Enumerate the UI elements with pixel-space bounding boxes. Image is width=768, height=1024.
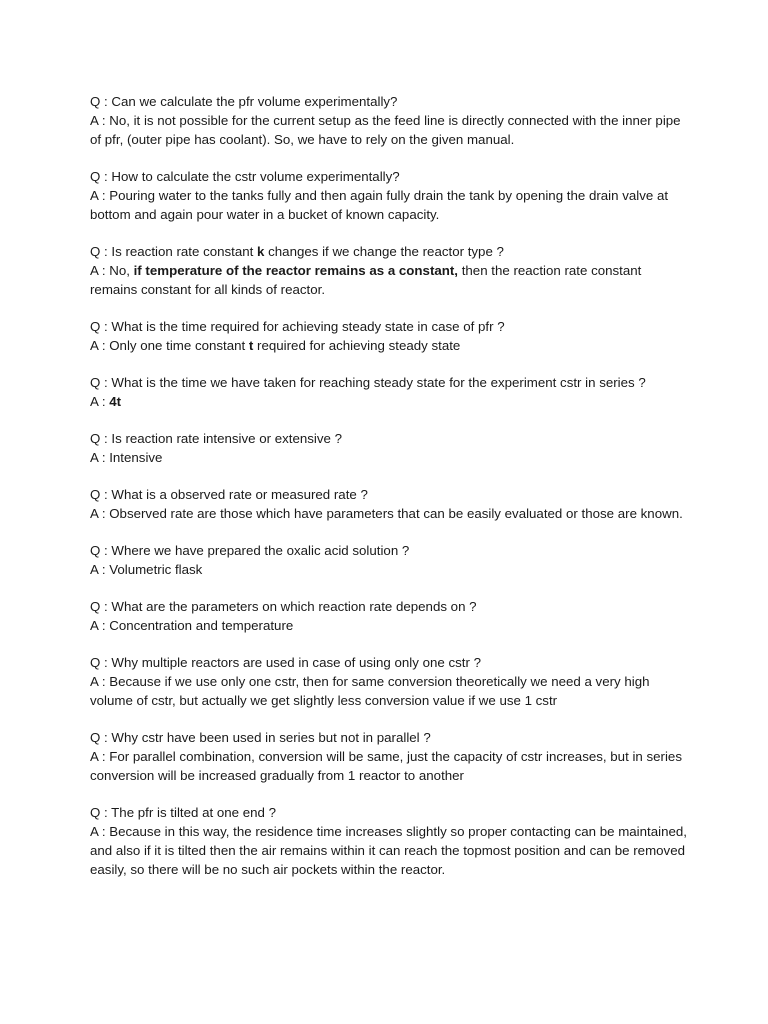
qa-item-9: [90, 597, 690, 635]
qa-item-8: [90, 541, 690, 579]
question-text: Q : Why multiple reactors are used in case of using only one cstr ?: [90, 655, 481, 670]
qa-item-5: [90, 373, 690, 411]
question-text: Q : What is a observed rate or measured rate ?: [90, 487, 368, 502]
answer-text: [90, 336, 690, 355]
question-bold-term: k: [257, 244, 265, 259]
answer-text: [90, 392, 690, 411]
answer-text-start: A : Only one time constant: [90, 338, 249, 353]
qa-item-12: [90, 803, 690, 879]
answer-bold-term: 4t: [109, 394, 122, 409]
question-text-end: changes if we change the reactor type ?: [264, 244, 504, 259]
question-text-start: Q : Is reaction rate constant: [90, 244, 258, 259]
question-text: Q : Can we calculate the pfr volume experimentally?: [90, 94, 398, 109]
qa-item-4: [90, 317, 690, 355]
question-text: [90, 242, 690, 261]
answer-text: A : No, it is not possible for the current setup as the feed line is directly connected with the inner pipe of pfr, (outer pipe has coolant). So, we have to rely on the given manual.: [90, 113, 681, 147]
answer-text: A : Pouring water to the tanks fully and then again fully drain the tank by opening the drain valve at bottom and again pour water in a bucket of known capacity.: [90, 188, 669, 222]
qa-item-3: [90, 242, 690, 299]
answer-text: A : Intensive: [90, 450, 163, 465]
document-body: [90, 92, 690, 897]
answer-text: A : For parallel combination, conversion will be same, just the capacity of cstr increases, but in series conversion will be increased gradually from 1 reactor to another: [90, 749, 682, 783]
question-text: Q : What are the parameters on which reaction rate depends on ?: [90, 599, 477, 614]
answer-text: [90, 261, 690, 299]
answer-text: A : Observed rate are those which have parameters that can be easily evaluated or those are known.: [90, 506, 683, 521]
qa-item-1: [90, 92, 690, 149]
qa-item-10: [90, 653, 690, 710]
answer-text-start: A :: [90, 394, 110, 409]
qa-item-2: [90, 167, 690, 224]
question-text: Q : The pfr is tilted at one end ?: [90, 805, 277, 820]
answer-text: A : Because in this way, the residence time increases slightly so proper contacting can be maintained, and also if it is tilted then the air remains within it can reach the topmost position and can be removed easily, so there will be no such air pockets within the reactor.: [90, 824, 687, 877]
answer-text-end: required for achieving steady state: [253, 338, 461, 353]
question-text: Q : How to calculate the cstr volume experimentally?: [90, 169, 400, 184]
question-text: Q : What is the time required for achieving steady state in case of pfr ?: [90, 319, 505, 334]
qa-item-11: [90, 728, 690, 785]
answer-text-start: A : No,: [90, 263, 134, 278]
answer-text: A : Volumetric flask: [90, 562, 203, 577]
question-text: Q : Why cstr have been used in series but not in parallel ?: [90, 730, 431, 745]
question-text: Q : Where we have prepared the oxalic acid solution ?: [90, 543, 410, 558]
answer-bold-phrase: if temperature of the reactor remains as a constant,: [133, 263, 459, 278]
qa-item-7: [90, 485, 690, 523]
answer-text: A : Because if we use only one cstr, then for same conversion theoretically we need a very high volume of cstr, but actually we get slightly less conversion value if we use 1 cstr: [90, 674, 650, 708]
answer-text: A : Concentration and temperature: [90, 618, 294, 633]
answer-bold-term: t: [248, 338, 254, 353]
answer-text-end: then the reaction rate constant remains constant for all kinds of reactor.: [90, 263, 642, 297]
question-text: Q : What is the time we have taken for reaching steady state for the experiment cstr in series ?: [90, 375, 646, 390]
qa-item-6: [90, 429, 690, 467]
question-text: Q : Is reaction rate intensive or extensive ?: [90, 431, 343, 446]
